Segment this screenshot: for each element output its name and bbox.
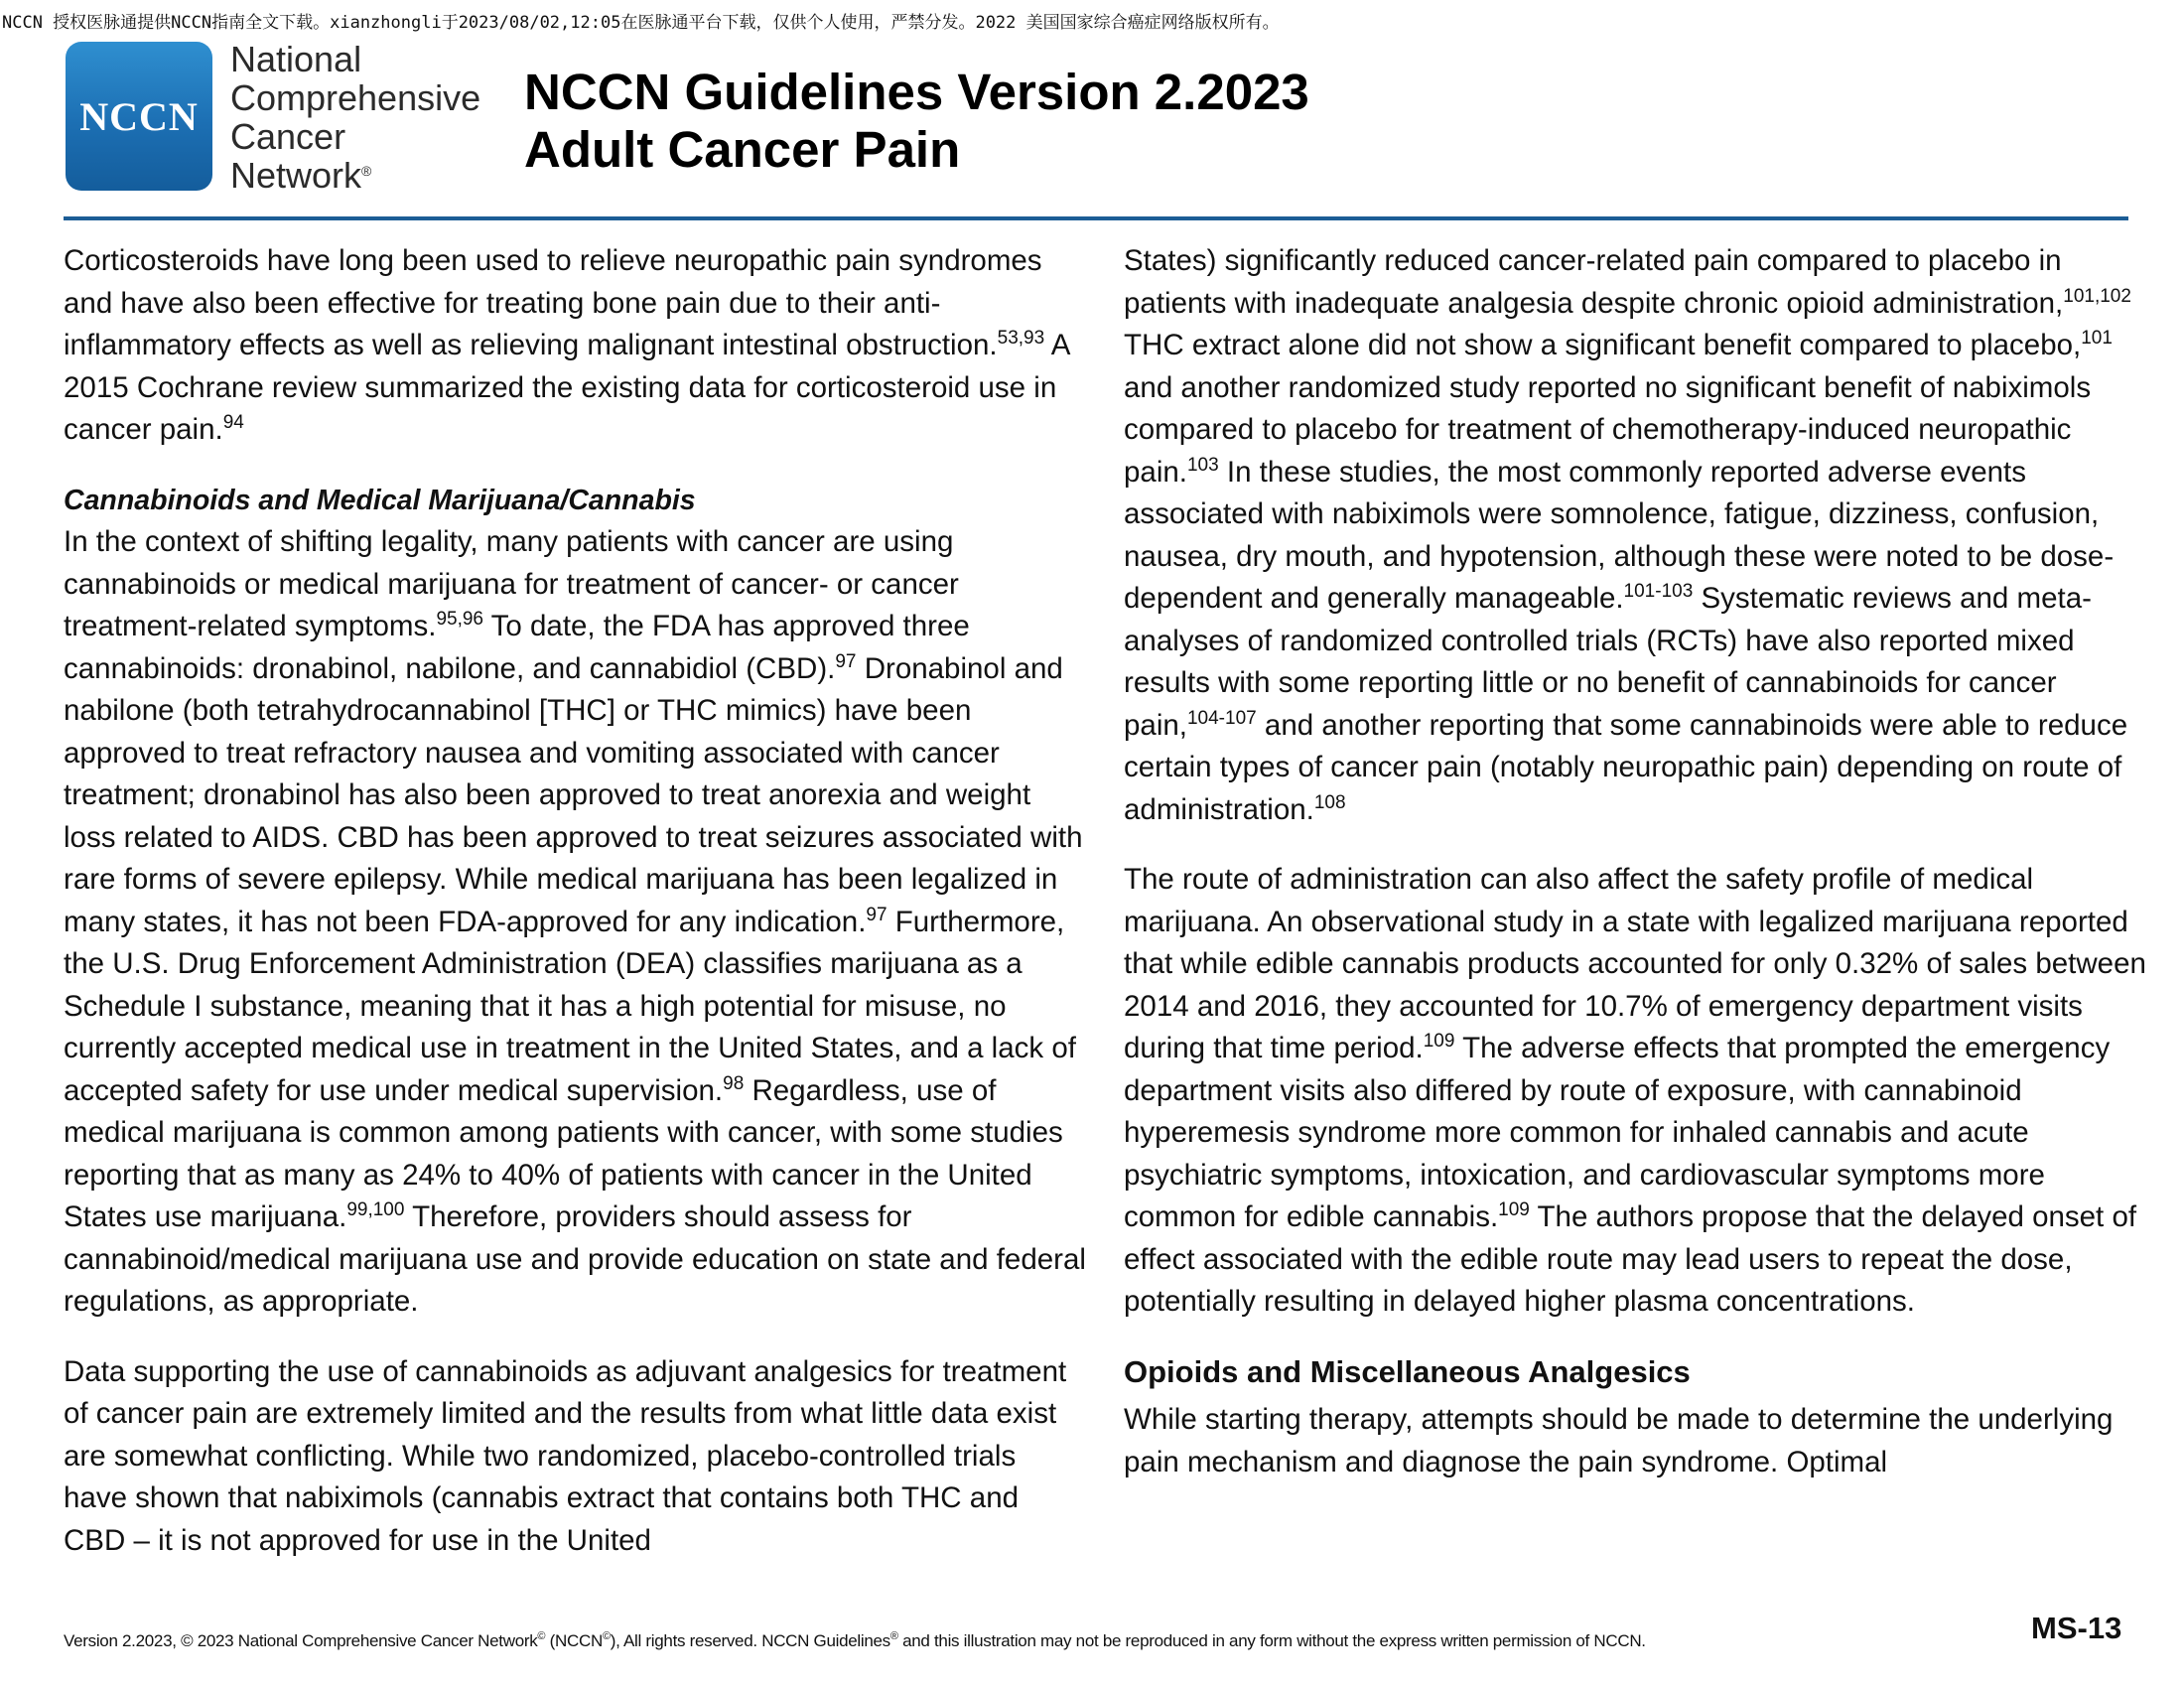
logo-badge-text: NCCN — [79, 93, 199, 139]
body-paragraph — [64, 521, 1086, 1324]
body-text-run: and another reporting that some cannabinoids were able to reduce certain types of cancer pain (notably neuropathic pain) depending on route of administration. — [1124, 708, 2128, 826]
citation-superscript: 99,100 — [346, 1199, 405, 1220]
citation-superscript: 101-103 — [1623, 581, 1694, 602]
body-text-run: (NCCN — [545, 1631, 603, 1650]
guideline-title: NCCN Guidelines Version 2.2023 — [524, 64, 1309, 120]
section-subheading: Cannabinoids and Medical Marijuana/Cannabis — [64, 484, 696, 516]
citation-superscript: 109 — [1423, 1031, 1455, 1052]
org-name-line: National — [230, 39, 362, 79]
body-paragraph — [1124, 1399, 2146, 1483]
page-number: MS-13 — [2031, 1611, 2122, 1645]
citation-superscript: 97 — [835, 650, 857, 672]
citation-superscript: 101,102 — [2063, 285, 2131, 307]
citation-superscript: ® — [889, 1630, 898, 1642]
citation-superscript: 109 — [1498, 1199, 1530, 1220]
citation-superscript: 94 — [222, 412, 244, 433]
citation-superscript: © — [537, 1630, 546, 1642]
citation-superscript: © — [602, 1630, 611, 1642]
body-text-run: THC extract alone did not show a significant benefit compared to placebo, — [1124, 329, 2082, 361]
org-name-last: Network — [230, 155, 362, 196]
download-watermark: NCCN 授权医脉通提供NCCN指南全文下载。xianzhongli于2023/08/02,12:05在医脉通平台下载，仅供个人使用，严禁分发。2022 美国国家综合癌症网络版权所有。 — [2, 13, 1280, 33]
right-column — [1124, 240, 2146, 1483]
body-text-run: Furthermore, the U.S. Drug Enforcement Administration (DEA) classifies marijuana as a Schedule I substance, meaning that it has a high potential for misuse, no currently accepted medical use in treatment in the United States, and a lack of accepted safety for use under medical supervision. — [64, 905, 1076, 1107]
body-text-run: Systematic reviews and meta-analyses of randomized controlled trials (RCTs) have also reported mixed results with some reporting little or no benefit of cannabinoids for cancer pain, — [1124, 582, 2092, 742]
body-text-run: and another randomized study reported no significant benefit of nabiximols compared to placebo for treatment of chemotherapy-induced neuropathic pain. — [1124, 370, 2092, 489]
body-text-run: To date, the FDA has approved three cannabinoids: dronabinol, nabilone, and cannabidiol (CBD). — [64, 610, 970, 685]
citation-superscript: 97 — [866, 904, 887, 925]
citation-superscript: 53,93 — [997, 328, 1045, 349]
body-paragraph — [64, 1351, 1086, 1563]
page-header — [524, 64, 1309, 179]
body-text-run: Dronabinol and nabilone (both tetrahydrocannabinol [THC] or THC mimics) have been approved to treat refractory nausea and vomiting associated with cancer treatment; dronabinol has also been approved to treat anorexia and weight loss related to AIDS. CBD has been approved to treat seizures associated with rare forms of severe epilepsy. While medical marijuana has been legalized in many states, it has not been FDA-approved for any indication. — [64, 651, 1083, 938]
body-text-run: Version 2.2023, © 2023 National Comprehensive Cancer Network — [64, 1631, 538, 1650]
body-text-run: ), All rights reserved. NCCN Guidelines — [610, 1631, 890, 1650]
citation-superscript: 103 — [1186, 454, 1219, 476]
body-text-run: The route of administration can also affect the safety profile of medical marijuana. An observational study in a state with legalized marijuana reported that while edible cannabis products accounted for only 0.32% of sales between 2014 and 2016, they accounted for 10.7% of emergency department visits during that time period. — [1124, 863, 2146, 1064]
body-text-run: States) significantly reduced cancer-related pain compared to placebo in patients with inadequate analgesia despite chronic opioid administration, — [1124, 244, 2064, 320]
header-rule — [64, 216, 2128, 220]
registered-mark: ® — [361, 163, 372, 179]
body-text-run: In the context of shifting legality, many patients with cancer are using cannabinoids or medical marijuana for treatment of cancer- or cancer treatment-related symptoms. — [64, 525, 959, 642]
org-name-line: Cancer — [230, 116, 346, 157]
body-text-run: A 2015 Cochrane review summarized the existing data for corticosteroid use in cancer pain. — [64, 329, 1069, 446]
citation-superscript: 98 — [723, 1072, 745, 1094]
body-text-run: The adverse effects that prompted the emergency department visits also differed by route of exposure, with cannabinoid hyperemesis syndrome more common for inhaled cannabis and acute psychiatric symptoms, intoxication, and cardiovascular symptoms more common for edible cannabis. — [1124, 1032, 2111, 1233]
body-text-run: Therefore, providers should assess for cannabinoid/medical marijuana use and provide education on state and federal regulations, as appropriate. — [64, 1200, 1086, 1318]
body-text-run: Regardless, use of medical marijuana is common among patients with cancer, with some studies reporting that as many as 24% to 40% of patients with cancer in the United States use marijuana. — [64, 1073, 1063, 1233]
body-paragraph — [64, 240, 1086, 452]
body-paragraph — [1124, 859, 2146, 1324]
citation-superscript: 104-107 — [1186, 707, 1257, 729]
copyright-footer — [64, 1631, 1646, 1651]
body-paragraph — [1124, 240, 2146, 831]
guideline-subtitle: Adult Cancer Pain — [524, 121, 961, 178]
body-text-run: Corticosteroids have long been used to relieve neuropathic pain syndromes and have also been effective for treating bone pain due to their anti-inflammatory effects as well as relieving malignant intestinal obstruction. — [64, 244, 1042, 361]
org-name-line: Comprehensive — [230, 77, 481, 118]
organization-name — [230, 40, 480, 195]
section-heading: Opioids and Miscellaneous Analgesics — [1124, 1353, 1691, 1389]
citation-superscript: 101 — [2081, 328, 2113, 349]
nccn-logo — [66, 42, 212, 191]
body-text-run: and this illustration may not be reproduced in any form without the express written permission of NCCN. — [897, 1631, 1646, 1650]
citation-superscript: 108 — [1313, 791, 1346, 813]
citation-superscript: 95,96 — [436, 609, 483, 630]
body-text-run: The authors propose that the delayed onset of effect associated with the edible route may lead users to repeat the dose, potentially resulting in delayed higher plasma concentrations. — [1124, 1200, 2137, 1318]
org-name-line — [230, 156, 480, 195]
left-column — [64, 240, 1086, 1562]
body-text-run: While starting therapy, attempts should be made to determine the underlying pain mechanism and diagnose the pain syndrome. Optimal — [1124, 1403, 2114, 1478]
body-text-run: Data supporting the use of cannabinoids as adjuvant analgesics for treatment of cancer pain are extremely limited and the results from what little data exist are somewhat conflicting. While two randomized, placebo-controlled trials have shown that nabiximols (cannabis extract that contains both THC and CBD – it is not approved for use in the United — [64, 1354, 1067, 1557]
body-text-run: In these studies, the most commonly reported adverse events associated with nabiximols were somnolence, fatigue, dizziness, confusion, nausea, dry mouth, and hypotension, although these were noted to be dose-dependent and generally manageable. — [1124, 455, 2115, 615]
